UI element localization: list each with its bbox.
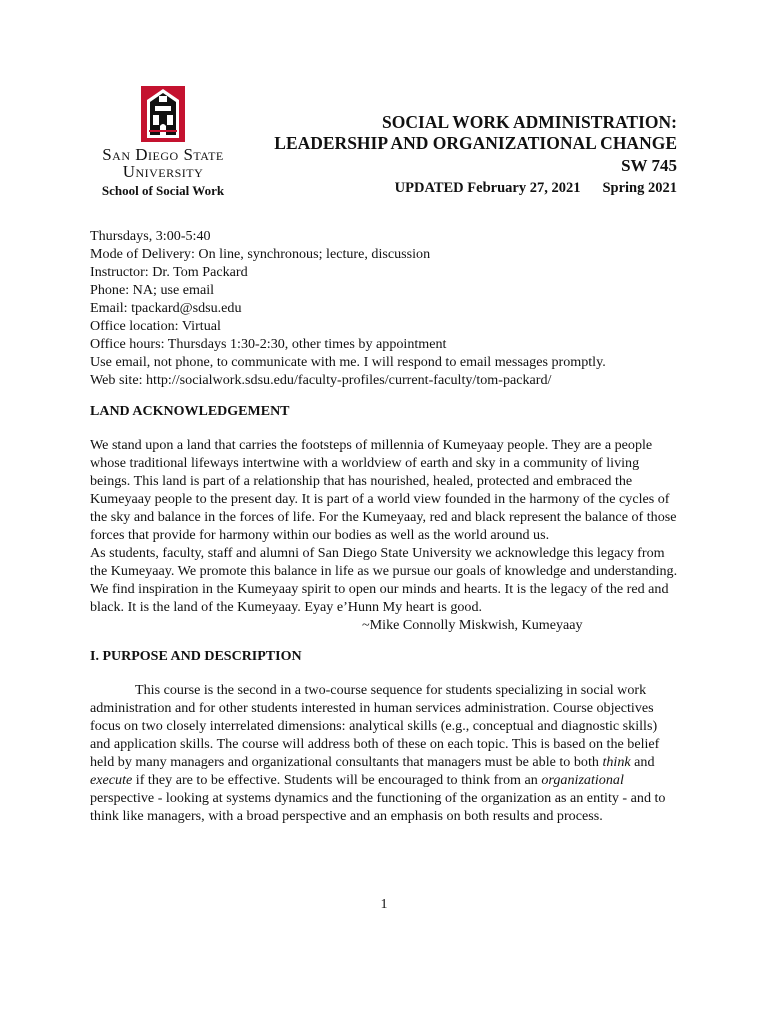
- text-span: if they are to be effective. Students will be encouraged to think from an: [132, 772, 542, 788]
- update-and-term: [274, 178, 677, 198]
- info-line: Web site: http://socialwork.sdsu.edu/faculty-profiles/current-faculty/tom-packard/: [90, 372, 552, 388]
- info-line: Phone: NA; use email: [90, 282, 215, 298]
- text-span: and: [630, 754, 655, 770]
- land-acknowledgement-heading: LAND ACKNOWLEDGEMENT: [90, 404, 290, 419]
- term: Spring 2021: [602, 180, 677, 196]
- text-span: perspective - looking at systems dynamics and the functioning of the organization as an entity - and to think like managers, with a broad perspective and an emphasis on both results and process.: [90, 790, 666, 824]
- info-line: Thursdays, 3:00-5:40: [90, 228, 211, 244]
- university-logo: [88, 86, 238, 199]
- course-code: SW 745: [621, 156, 677, 175]
- school-name: School of Social Work: [101, 183, 225, 198]
- sdsu-seal-icon: [141, 86, 185, 142]
- info-line: Email: tpackard@sdsu.edu: [90, 300, 242, 316]
- info-line: Mode of Delivery: On line, synchronous; lecture, discussion: [90, 246, 431, 262]
- info-line: Office location: Virtual: [90, 318, 221, 334]
- emphasis-text: organizational: [541, 772, 624, 788]
- land-acknowledgement-paragraph: As students, faculty, staff and alumni of San Diego State University we acknowledge this legacy from the Kumeyaay. We promote this balance in life as we pursue our goals of knowledge and understanding. We find inspiration in the Kumeyaay spirit to open our minds and hearts. It is the legacy of the red and black. It is the land of the Kumeyaay. Eyay e’Hunn My heart is good.: [90, 545, 678, 615]
- text-span: This course is the second in a two-course sequence for students specializing in social work administration and for other students interested in human services administration. Course objectives focus on two closely interrelated dimensions: analytical skills (e.g., conceptual and diagnostic skills) and application skills. The course will address both of these on each topic. This is based on the belief held by many managers and organizational consultants that managers must be able to both: [90, 682, 660, 770]
- page-number: 1: [380, 897, 388, 912]
- emphasis-text: execute: [90, 772, 133, 788]
- info-line: Office hours: Thursdays 1:30-2:30, other times by appointment: [90, 336, 447, 352]
- course-title-block: [274, 112, 677, 198]
- land-acknowledgement-attribution: ~Mike Connolly Miskwish, Kumeyaay: [362, 617, 583, 633]
- university-name-line1: San Diego State: [102, 145, 224, 164]
- info-line: Use email, not phone, to communicate with me. I will respond to email messages promptly.: [90, 354, 606, 370]
- updated-date: UPDATED February 27, 2021: [394, 180, 581, 196]
- emphasis-text: think: [602, 754, 631, 770]
- university-name-line2: University: [122, 162, 204, 181]
- info-line: Instructor: Dr. Tom Packard: [90, 264, 248, 280]
- course-title-line1: SOCIAL WORK ADMINISTRATION:: [382, 112, 677, 132]
- course-title-line2: LEADERSHIP AND ORGANIZATIONAL CHANGE: [274, 133, 677, 153]
- land-acknowledgement-paragraph: We stand upon a land that carries the footsteps of millennia of Kumeyaay people. They are a people whose traditional lifeways intertwine with a worldview of earth and sky in a community of living beings. This land is part of a relationship that has nourished, healed, protected and embraced the Kumeyaay people to the present day. It is part of a world view founded in the harmony of the cycles of the sky and balance in the forces of life. For the Kumeyaay, red and black represent the balance of those forces that provide for harmony within our bodies as well as the world around us.: [90, 437, 677, 543]
- purpose-paragraph: [90, 681, 680, 825]
- course-info: [90, 227, 680, 389]
- purpose-heading: I. PURPOSE AND DESCRIPTION: [90, 649, 302, 664]
- document-body: [90, 227, 680, 825]
